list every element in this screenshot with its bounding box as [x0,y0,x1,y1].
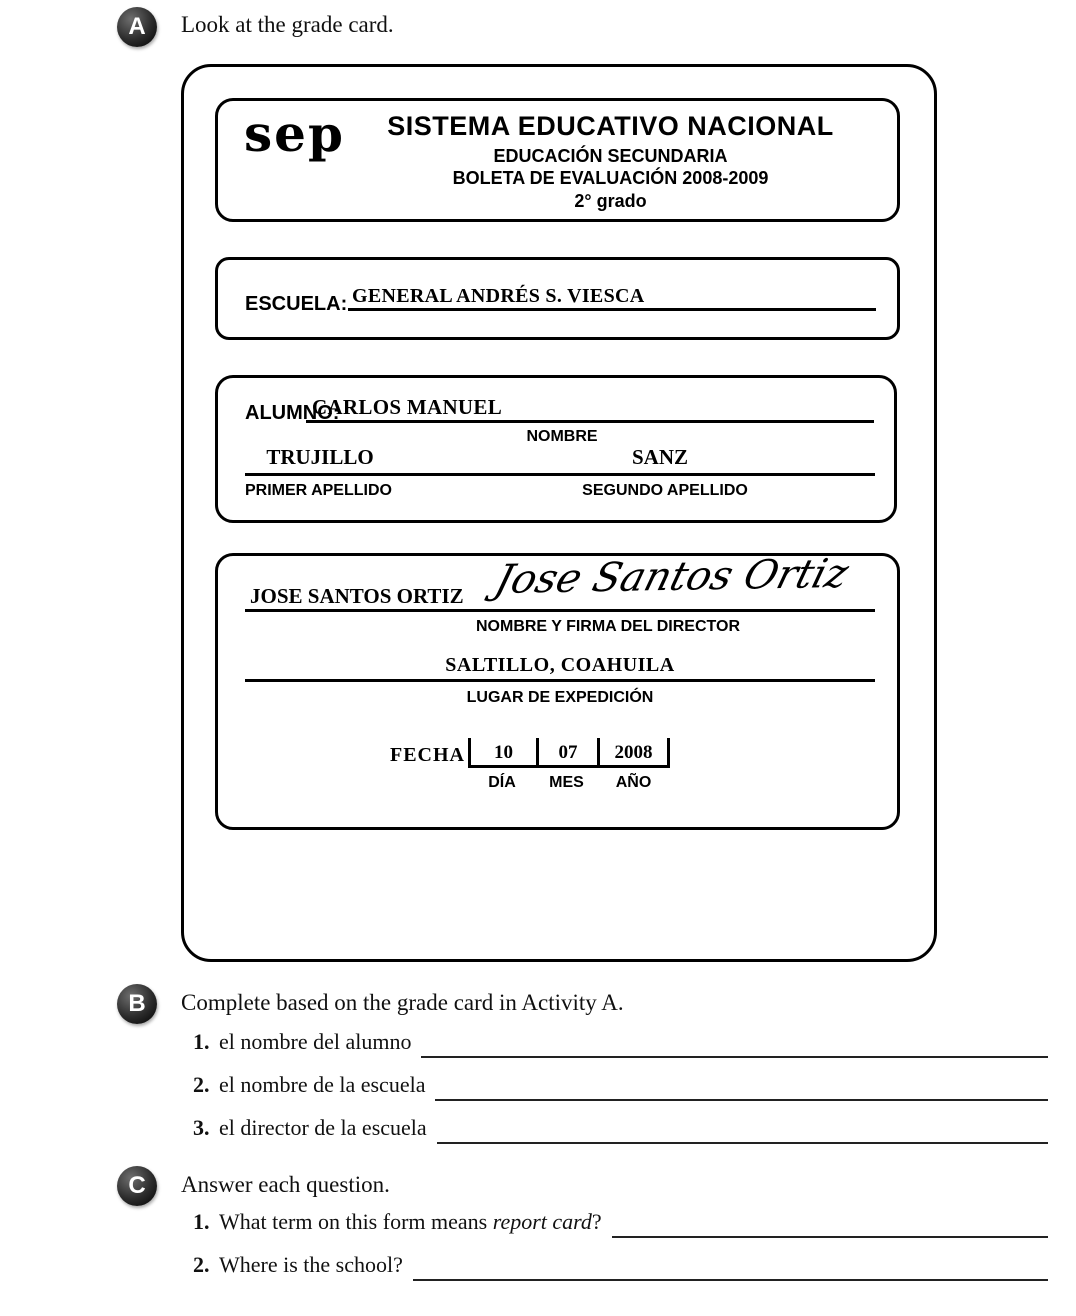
item-number: 1. [193,1029,210,1054]
item-number: 2. [193,1252,210,1277]
school-box [215,257,900,340]
activity-a-badge [117,7,157,47]
grade-line: 2° grado [574,191,647,211]
answer-blank-line [437,1142,1048,1144]
document-title: BOLETA DE EVALUACIÓN 2008-2009 [452,168,769,188]
activity-c-instruction: Answer each question. [181,1172,390,1197]
card-header-box [215,98,900,222]
answer-blank-line [435,1099,1048,1101]
place-caption: LUGAR DE EXPEDICIÓN [466,689,654,706]
student-name-caption: NOMBRE [526,428,598,445]
maternal-surname-value: SANZ [631,445,689,469]
answer-blank-line [612,1236,1048,1238]
activity-c-items [193,1209,1048,1295]
activity-b-items [193,1029,1048,1158]
student-name-value: CARLOS MANUEL [312,395,502,419]
list-item [193,1209,1048,1242]
answer-blank-line [413,1279,1048,1281]
date-day-cell: 10 [468,738,536,765]
paternal-surname-value: TRUJILLO [266,445,374,469]
date-year-cell: 2008 [597,738,670,765]
student-name-line [306,380,874,423]
item-text: Where is the school? [219,1252,403,1277]
card-header-text [373,111,848,212]
education-level: EDUCACIÓN SECUNDARIA [493,146,728,166]
activity-c-badge-letter: C [128,1172,146,1199]
list-item [193,1072,1048,1105]
place-line [245,648,875,682]
date-month-cell: 07 [536,738,597,765]
school-value: GENERAL ANDRÉS S. VIESCA [352,285,645,307]
student-box [215,375,897,523]
school-line [348,269,876,311]
list-item [193,1115,1048,1148]
activity-a-badge-letter: A [128,13,146,40]
month-caption: MES [549,774,584,791]
item-text: el nombre del alumno [219,1029,412,1054]
director-signature: Jose Santos Ortiz [490,550,854,603]
item-number: 2. [193,1072,210,1097]
item-text: el nombre de la escuela [219,1072,426,1097]
date-table [468,738,670,768]
student-surname-line [245,433,875,476]
activity-b-instruction: Complete based on the grade card in Activity A. [181,990,624,1015]
list-item [193,1252,1048,1285]
year-caption: AÑO [615,774,652,791]
system-title: SISTEMA EDUCATIVO NACIONAL [387,111,834,141]
activity-a-instruction: Look at the grade card. [181,12,394,37]
school-label: ESCUELA: [245,293,348,315]
director-name: JOSE SANTOS ORTIZ [250,584,464,608]
director-box [215,550,900,830]
maternal-surname-caption: SEGUNDO APELLIDO [582,482,748,499]
item-text: What term on this form means report card? [219,1209,602,1234]
day-caption: DÍA [488,774,516,791]
italic-term: report card [492,1209,592,1234]
grade-card [181,64,937,962]
paternal-surname-caption: PRIMER APELLIDO [245,482,392,499]
activity-c-badge [117,1166,157,1206]
student-label: ALUMNO: [245,402,340,424]
item-text: el director de la escuela [219,1115,427,1140]
director-caption: NOMBRE Y FIRMA DEL DIRECTOR [475,618,741,635]
date-captions [468,774,670,792]
activity-b-badge [117,984,157,1024]
fecha-label: FECHA [390,744,465,766]
place-value: SALTILLO, COAHUILA [445,654,675,676]
director-signature-line [245,550,875,612]
sep-logo: sep [244,104,345,163]
item-number: 1. [193,1209,210,1234]
answer-blank-line [421,1056,1048,1058]
list-item [193,1029,1048,1062]
activity-b-badge-letter: B [128,990,146,1017]
item-number: 3. [193,1115,210,1140]
